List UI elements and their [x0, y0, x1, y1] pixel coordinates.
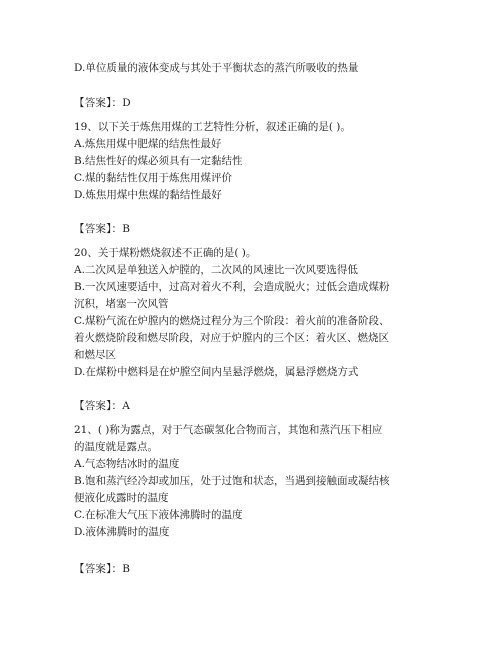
q21-stem-line2: 的温度就是露点。 — [74, 441, 158, 453]
q18-option-d: D.单位质量的液体变成与其处于平衡状态的蒸汽所吸收的热量 — [74, 62, 359, 74]
q21-answer: 【答案】：B — [74, 563, 131, 575]
q19-stem: 19、以下关于炼焦用煤的工艺特性分析，叙述正确的是( )。 — [74, 121, 351, 133]
q19-option-d: D.炼焦用煤中焦煤的黏结性最好 — [74, 189, 222, 201]
q20-option-c-line2: 着火燃烧阶段和燃尽阶段，对应于炉膛内的三个区：着火区、燃烧区 — [74, 332, 389, 344]
q20-option-c-line3: 和燃尽区 — [74, 349, 116, 361]
q20-option-b-line2: 沉积，堵塞一次风管 — [74, 298, 169, 310]
q20-option-b-line1: B.一次风速要适中，过高对着火不利，会造成脱火；过低会造成煤粉 — [74, 281, 390, 293]
q20-option-a: A.二次风是单独送入炉膛的，二次风的风速比一次风要选得低 — [74, 264, 358, 276]
q20-option-c-line1: C.煤粉气流在炉膛内的燃烧过程分为三个阶段：着火前的准备阶段、 — [74, 315, 390, 327]
q19-option-c: C.煤的黏结性仅用于炼焦用煤评价 — [74, 172, 232, 184]
q20-answer: 【答案】：A — [74, 400, 131, 412]
q21-option-c: C.在标准大气压下液体沸腾时的温度 — [74, 509, 243, 521]
q19-option-a: A.炼焦用煤中肥煤的结焦性最好 — [74, 138, 222, 150]
q21-option-b-line1: B.饱和蒸汽经冷却或加压，处于过饱和状态，当遇到接触面或凝结核 — [74, 475, 390, 487]
q18-answer: 【答案】：D — [74, 97, 131, 109]
q21-option-b-line2: 便液化成露时的温度 — [74, 492, 169, 504]
q21-stem-line1: 21、( )称为露点，对于气态碳氢化合物而言，其饱和蒸汽压下相应 — [74, 424, 383, 436]
q19-answer: 【答案】：B — [74, 223, 131, 235]
q21-option-d: D.液体沸腾时的温度 — [74, 526, 170, 538]
q21-option-a: A.气态物结冰时的温度 — [74, 458, 180, 470]
q19-option-b: B.结焦性好的煤必须具有一定黏结性 — [74, 155, 243, 167]
q20-stem: 20、关于煤粉燃烧叙述不正确的是( )。 — [74, 247, 257, 259]
q20-option-d: D.在煤粉中燃料是在炉膛空间内呈悬浮燃烧，属悬浮燃烧方式 — [74, 366, 359, 378]
